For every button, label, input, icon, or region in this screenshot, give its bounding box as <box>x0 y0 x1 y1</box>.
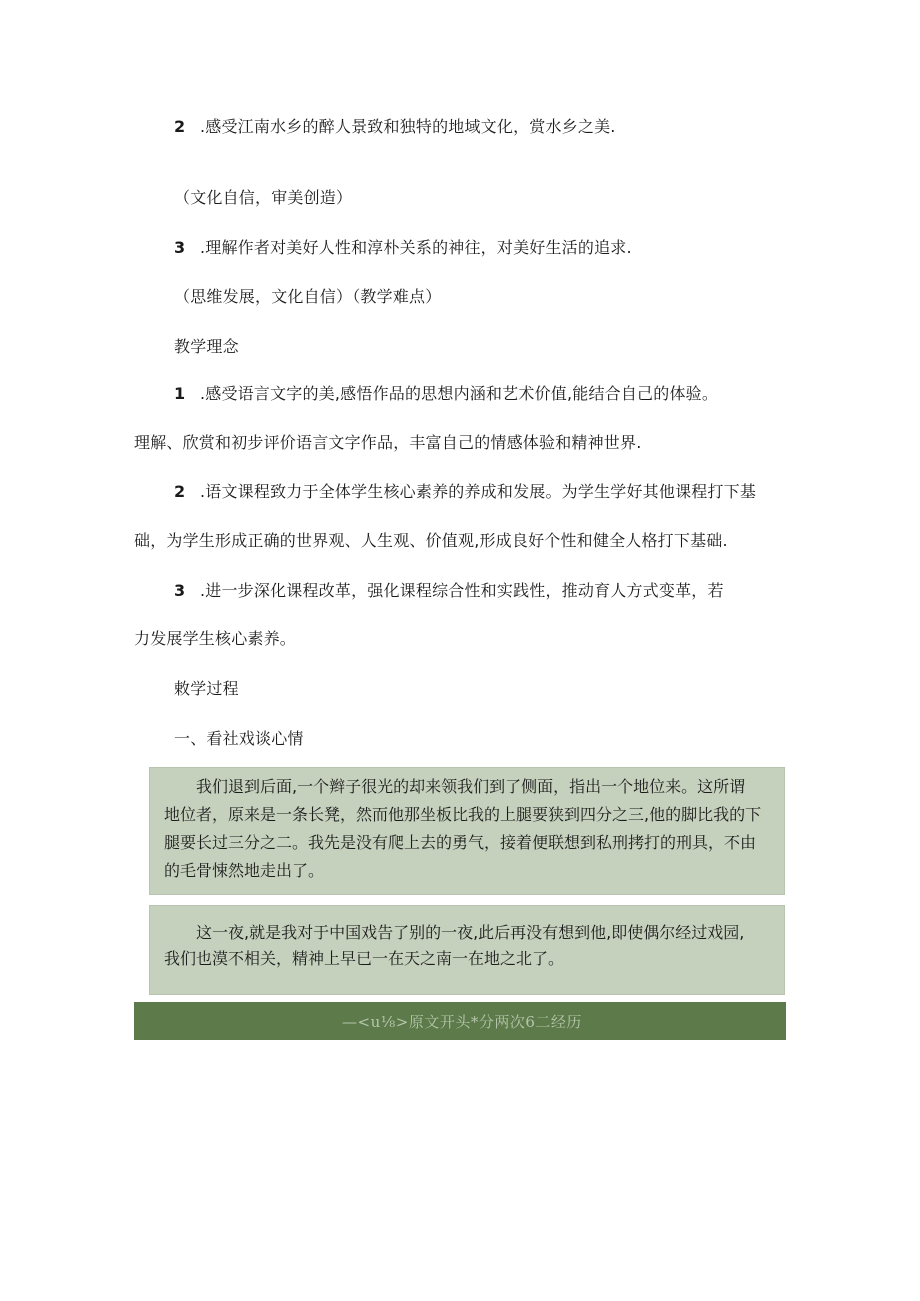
quote-box-1 <box>149 767 785 895</box>
philosophy-item-1-continuation: 理解、欣赏和初步评价语言文字作品，丰富自己的情感体验和精神世界. <box>134 433 642 452</box>
objective-2-tag: （文化自信，审美创造） <box>174 188 353 207</box>
section-1-heading: 一、看社戏谈心情 <box>174 729 304 748</box>
philosophy-item-2-number: 2 <box>174 482 186 501</box>
process-heading: 敕学过程 <box>174 679 239 698</box>
quote-1-line: 我们退到后面,一个辫子很光的却来领我们到了侧面，指出一个地位来。这所谓 <box>196 777 746 796</box>
quote-1-line: 地位者，原来是一条长凳，然而他那坐板比我的上腿要狭到四分之三,他的脚比我的下 <box>164 805 762 824</box>
quote-2-line: 我们也漠不相关，精神上早已一在天之南一在地之北了。 <box>164 949 565 968</box>
philosophy-item-1 <box>174 383 718 405</box>
philosophy-item-3-continuation: 力发展学生核心素养。 <box>134 629 297 648</box>
philosophy-item-2-continuation: 础，为学生形成正确的世界观、人生观、价值观,形成良好个性和健全人格打下基础. <box>134 531 728 550</box>
banner-text: —<u⅛>原文开头*分两次6二经历 <box>342 1013 582 1031</box>
objective-3-text: .理解作者对美好人性和淳朴关系的神往，对美好生活的追求. <box>200 238 632 257</box>
quote-box-2 <box>149 905 785 995</box>
philosophy-item-3 <box>174 580 724 602</box>
philosophy-item-3-number: 3 <box>174 581 186 600</box>
quote-2-line: 这一夜,就是我对于中国戏告了别的一夜,此后再没有想到他,即使偶尔经过戏园, <box>196 923 745 942</box>
objective-2 <box>174 116 616 138</box>
objective-3-number: 3 <box>174 238 186 257</box>
philosophy-item-1-text: .感受语言文字的美,感悟作品的思想内涵和艺术价值,能结合自己的体验。 <box>200 384 719 403</box>
philosophy-item-2-text: .语文课程致力于全体学生核心素养的养成和发展。为学生学好其他课程打下基 <box>200 482 757 501</box>
objective-2-text: .感受江南水乡的醉人景致和独特的地域文化，赏水乡之美. <box>200 117 616 136</box>
section-banner <box>134 1002 786 1040</box>
objective-3 <box>174 237 632 259</box>
philosophy-item-3-text: .进一步深化课程改革，强化课程综合性和实践性，推动育人方式变革，若 <box>200 581 724 600</box>
quote-1-line: 的毛骨悚然地走出了。 <box>164 861 325 880</box>
philosophy-item-2 <box>174 481 756 503</box>
philosophy-heading: 教学理念 <box>174 337 239 356</box>
philosophy-item-1-number: 1 <box>174 384 186 403</box>
quote-1-line: 腿要长过三分之二。我先是没有爬上去的勇气，接着便联想到私刑拷打的刑具，不由 <box>164 833 757 852</box>
objective-2-number: 2 <box>174 117 186 136</box>
objective-3-tag: （思维发展，文化自信）（教学难点） <box>174 287 442 306</box>
